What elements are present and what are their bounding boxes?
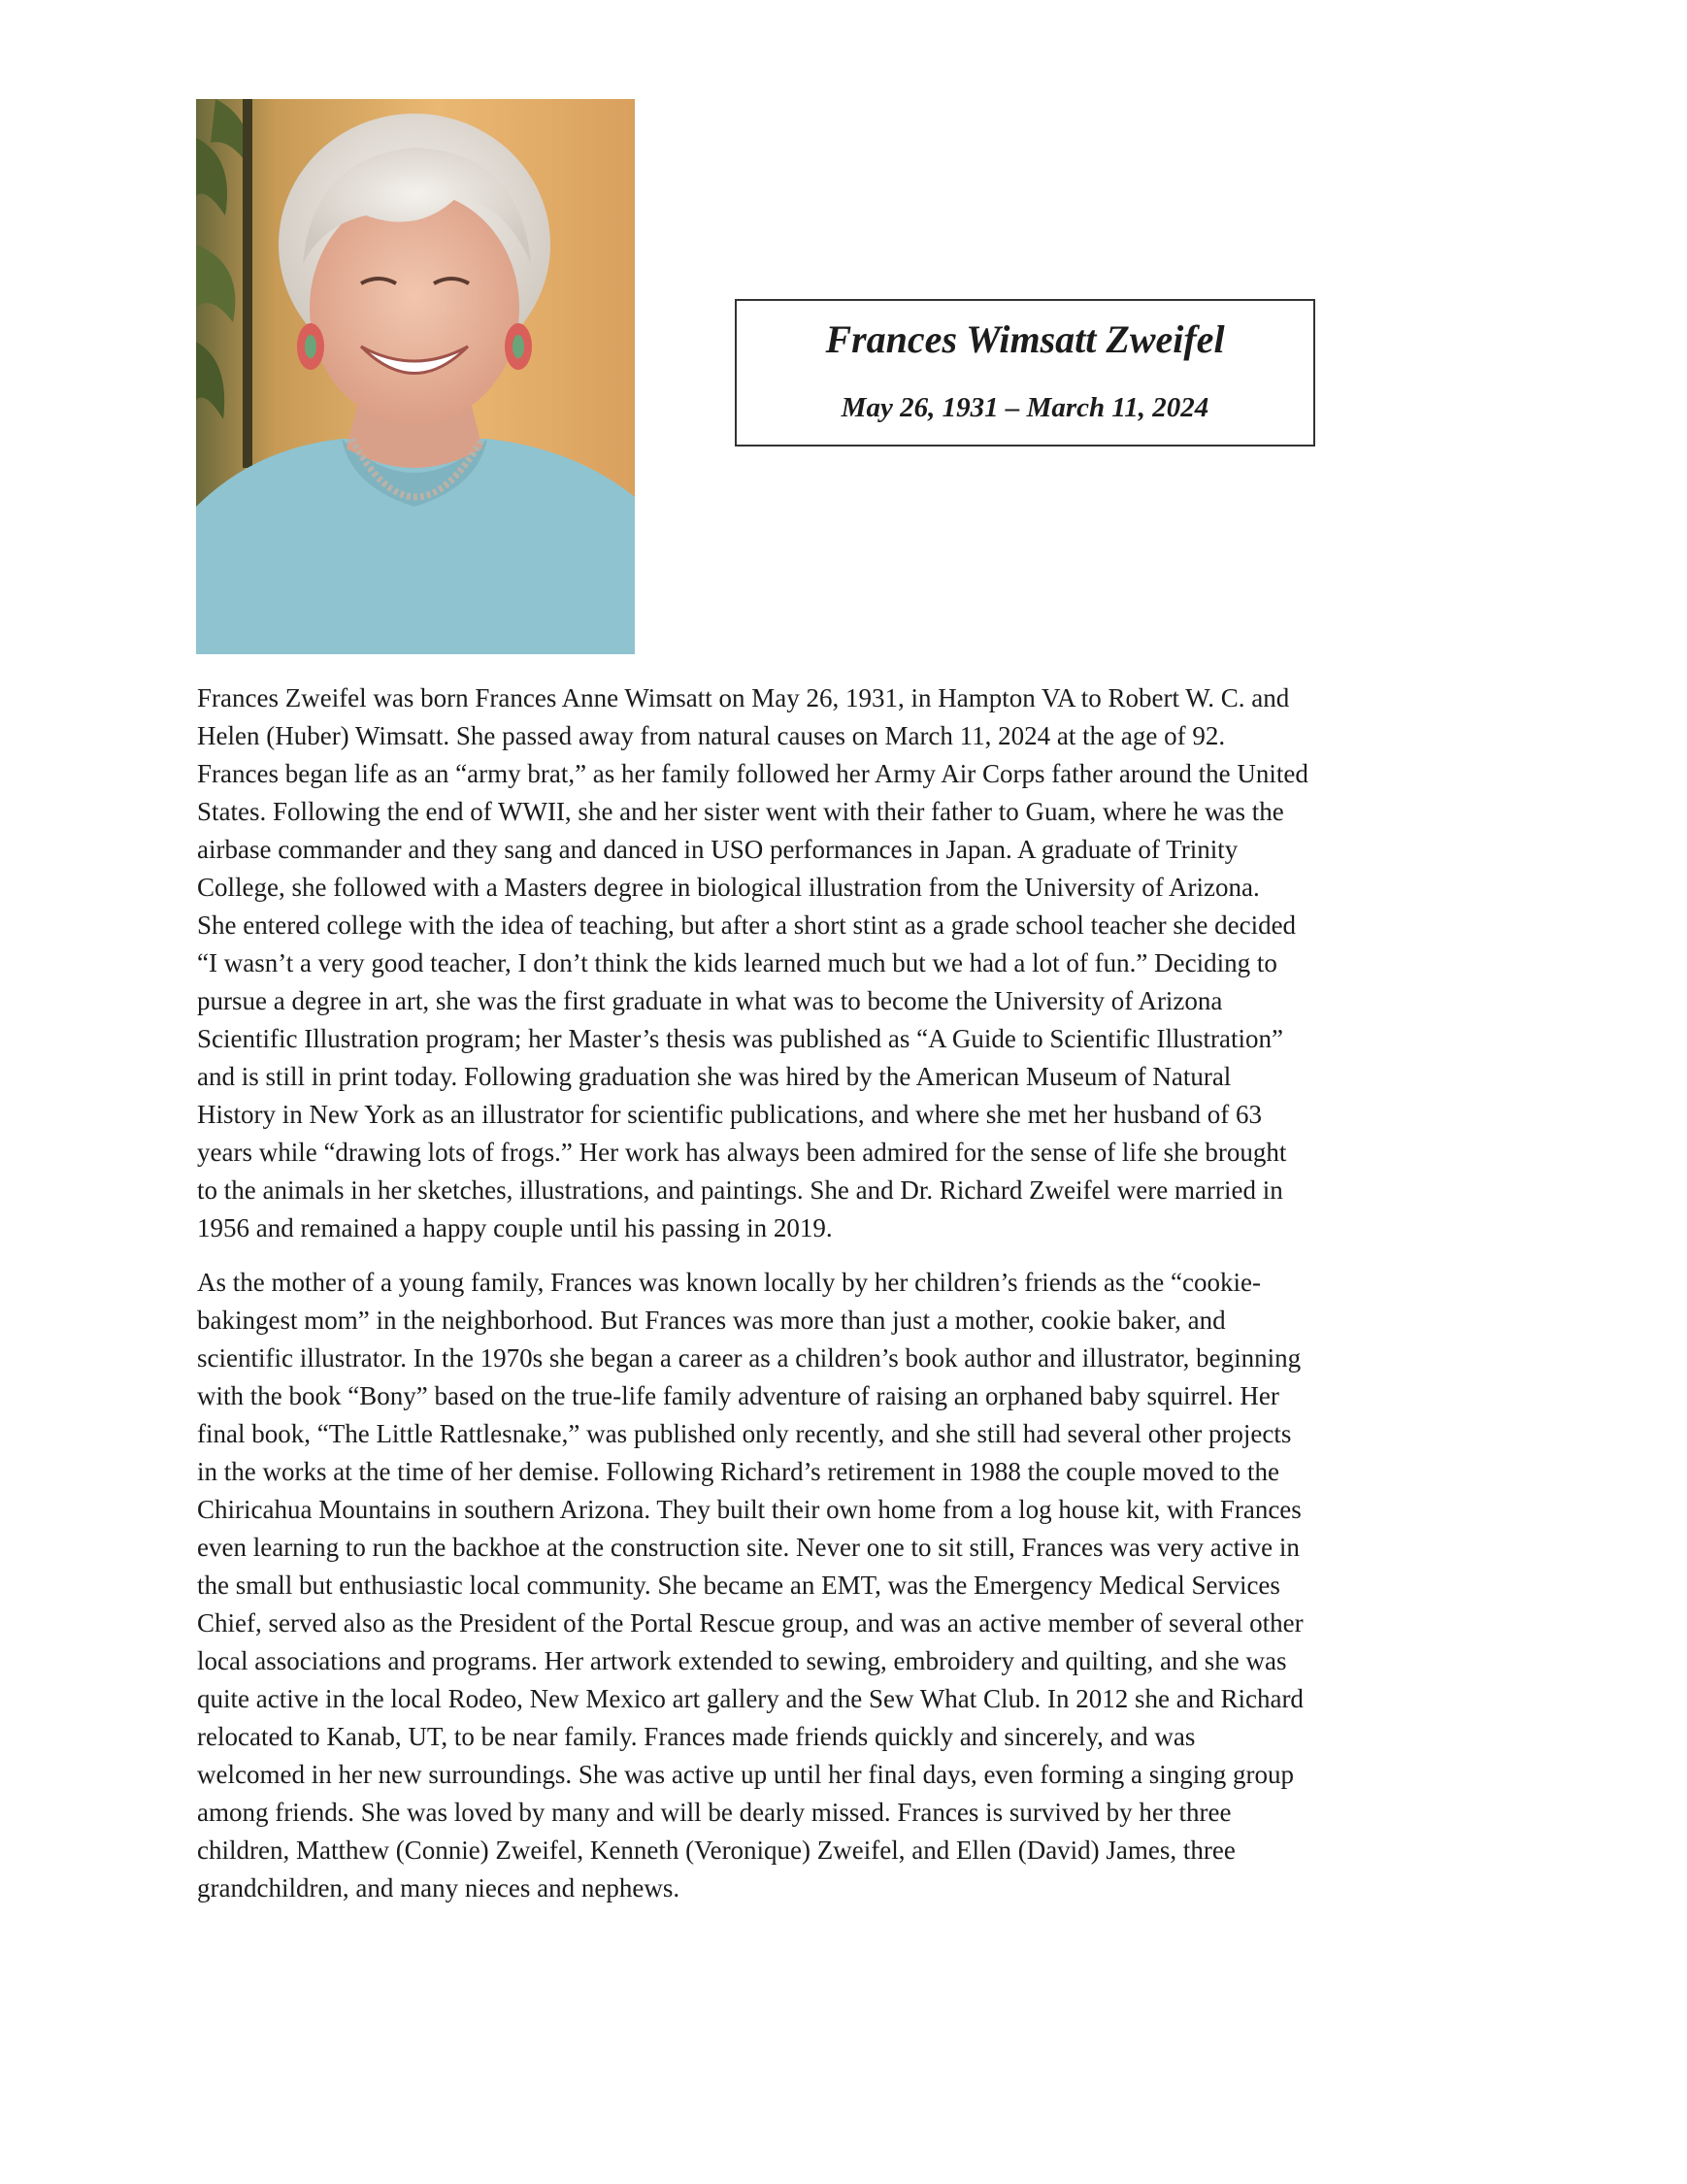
text-line: History in New York as an illustrator for scientific publications, and where she met her husband of 63 (197, 1100, 1263, 1129)
obituary-paragraph-2 (197, 1264, 1498, 1907)
text-line: grandchildren, and many nieces and nephews. (197, 1873, 680, 1903)
text-line: even learning to run the backhoe at the construction site. Never one to sit still, Frances was very active in (197, 1533, 1300, 1562)
text-line: Frances Zweifel was born Frances Anne Wimsatt on May 26, 1931, in Hampton VA to Robert W. C. and (197, 683, 1290, 712)
text-line: College, she followed with a Masters degree in biological illustration from the University of Arizona. (197, 873, 1260, 902)
text-line: children, Matthew (Connie) Zweifel, Kenneth (Veronique) Zweifel, and Ellen (David) James, three (197, 1836, 1236, 1865)
text-line: airbase commander and they sang and danced in USO performances in Japan. A graduate of Trinity (197, 835, 1239, 864)
text-line: Helen (Huber) Wimsatt. She passed away from natural causes on March 11, 2024 at the age of 92. (197, 721, 1226, 750)
text-line: relocated to Kanab, UT, to be near family. Frances made friends quickly and sincerely, and was (197, 1722, 1196, 1751)
portrait-photo (196, 99, 635, 654)
text-line: pursue a degree in art, she was the first graduate in what was to become the University of Arizona (197, 986, 1223, 1015)
text-line: States. Following the end of WWII, she and her sister went with their father to Guam, where he was the (197, 797, 1284, 826)
name-box (735, 299, 1315, 447)
portrait-image (196, 99, 635, 654)
text-line: and is still in print today. Following graduation she was hired by the American Museum of Natural (197, 1062, 1232, 1091)
text-line: Scientific Illustration program; her Master’s thesis was published as “A Guide to Scientific Illustration” (197, 1024, 1284, 1053)
text-line: bakingest mom” in the neighborhood. But Frances was more than just a mother, cookie baker, and (197, 1306, 1226, 1335)
text-line: quite active in the local Rodeo, New Mexico art gallery and the Sew What Club. In 2012 she and Richard (197, 1684, 1304, 1713)
text-line: “I wasn’t a very good teacher, I don’t think the kids learned much but we had a lot of fun.” Deciding to (197, 948, 1277, 977)
text-line: Chiricahua Mountains in southern Arizona. They built their own home from a log house kit, with Frances (197, 1495, 1302, 1524)
text-line: among friends. She was loved by many and will be dearly missed. Frances is survived by her three (197, 1798, 1232, 1827)
text-line: welcomed in her new surroundings. She was active up until her final days, even forming a singing group (197, 1760, 1294, 1789)
obituary-paragraph-1 (197, 679, 1498, 1247)
text-line: Frances began life as an “army brat,” as her family followed her Army Air Corps father around the United (197, 759, 1308, 788)
text-line: with the book “Bony” based on the true-life family adventure of raising an orphaned baby squirrel. Her (197, 1381, 1279, 1410)
text-line: As the mother of a young family, Frances was known locally by her children’s friends as the “cookie- (197, 1268, 1261, 1297)
deceased-name: Frances Wimsatt Zweifel (825, 317, 1225, 361)
text-line: in the works at the time of her demise. Following Richard’s retirement in 1988 the couple moved to the (197, 1457, 1280, 1486)
text-line: She entered college with the idea of teaching, but after a short stint as a grade school teacher she decided (197, 910, 1297, 940)
text-line: 1956 and remained a happy couple until his passing in 2019. (197, 1213, 833, 1242)
text-line: Chief, served also as the President of the Portal Rescue group, and was an active member of several other (197, 1608, 1304, 1638)
text-line: to the animals in her sketches, illustrations, and paintings. She and Dr. Richard Zweifel were married in (197, 1175, 1283, 1205)
text-line: scientific illustrator. In the 1970s she began a career as a children’s book author and illustrator, beginning (197, 1343, 1302, 1373)
life-dates: May 26, 1931 – March 11, 2024 (841, 392, 1209, 423)
text-line: years while “drawing lots of frogs.” Her work has always been admired for the sense of life she brought (197, 1138, 1287, 1167)
text-line: local associations and programs. Her artwork extended to sewing, embroidery and quilting, and she was (197, 1646, 1287, 1675)
text-line: final book, “The Little Rattlesnake,” was published only recently, and she still had several other projects (197, 1419, 1292, 1448)
text-line: the small but enthusiastic local community. She became an EMT, was the Emergency Medical Services (197, 1571, 1280, 1600)
